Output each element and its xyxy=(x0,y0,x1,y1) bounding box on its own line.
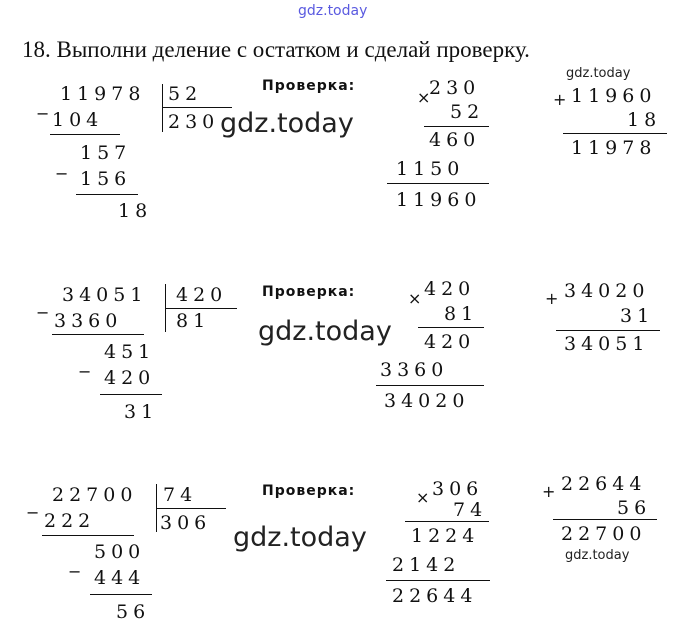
watermark-small: gdz.today xyxy=(565,548,630,563)
mult-partial-1: 1224 xyxy=(411,525,480,547)
mult-line xyxy=(387,183,489,184)
plus-sign: + xyxy=(553,90,567,109)
page-title: 18. Выполни деление с остатком и сделай проверку. xyxy=(22,37,530,62)
mult-partial-2: 3360 xyxy=(380,359,449,381)
add-line xyxy=(556,330,660,331)
watermark: gdz.today xyxy=(233,522,367,553)
mult-partial-2: 2142 xyxy=(392,554,461,576)
minus-sign: − xyxy=(36,104,50,123)
remainder: 31 xyxy=(124,401,159,423)
minus-sign: − xyxy=(36,303,50,322)
add-result: 11978 xyxy=(571,137,657,159)
add-line xyxy=(553,519,657,520)
mult-result: 11960 xyxy=(396,189,482,211)
step-partial: 157 xyxy=(80,142,132,164)
times-sign: × xyxy=(408,289,422,308)
add-result: 34051 xyxy=(564,333,650,355)
times-sign: × xyxy=(416,488,430,507)
watermark-small: gdz.today xyxy=(566,66,631,81)
mult-line xyxy=(386,580,490,581)
mult-factor-a: 420 xyxy=(424,278,476,300)
step-line xyxy=(50,134,120,135)
step-subtrahend: 420 xyxy=(104,367,156,389)
watermark-top: gdz.today xyxy=(298,3,368,19)
mult-factor-b: 81 xyxy=(444,303,479,325)
division-bracket xyxy=(162,84,163,132)
minus-sign: − xyxy=(26,503,40,522)
mult-line xyxy=(424,126,489,127)
step-partial: 451 xyxy=(104,341,156,363)
times-sign: × xyxy=(417,88,431,107)
step-line xyxy=(42,535,134,536)
step-line xyxy=(76,194,138,195)
add-term-b: 18 xyxy=(627,109,662,131)
mult-line xyxy=(418,327,484,328)
quotient: 81 xyxy=(176,310,211,332)
step-subtrahend: 3360 xyxy=(54,310,123,332)
step-subtrahend: 444 xyxy=(94,567,146,589)
mult-partial-1: 460 xyxy=(429,129,481,151)
minus-sign: − xyxy=(78,362,92,381)
mult-factor-a: 230 xyxy=(429,77,481,99)
mult-factor-a: 306 xyxy=(432,478,484,500)
quotient: 306 xyxy=(160,512,212,534)
add-term-a: 34020 xyxy=(564,280,650,302)
divisor: 52 xyxy=(168,83,203,105)
add-term-a: 22644 xyxy=(561,473,647,495)
add-term-b: 56 xyxy=(617,497,652,519)
plus-sign: + xyxy=(545,289,559,308)
check-label: Проверка: xyxy=(262,483,356,499)
add-line xyxy=(563,133,667,134)
step-subtrahend: 222 xyxy=(44,510,96,532)
step-line xyxy=(100,394,162,395)
minus-sign: − xyxy=(68,562,82,581)
mult-result: 34020 xyxy=(384,390,470,412)
dividend: 11978 xyxy=(60,83,146,105)
step-line xyxy=(52,334,144,335)
plus-sign: + xyxy=(542,482,556,501)
dividend: 34051 xyxy=(62,284,148,306)
step-partial: 500 xyxy=(94,541,146,563)
divisor-underline xyxy=(165,308,237,309)
add-result: 22700 xyxy=(561,523,647,545)
mult-partial-2: 1150 xyxy=(396,158,465,180)
divisor: 420 xyxy=(176,284,228,306)
dividend: 22700 xyxy=(52,484,138,506)
check-label: Проверка: xyxy=(262,284,356,300)
watermark: gdz.today xyxy=(220,108,354,139)
mult-partial-1: 420 xyxy=(424,331,476,353)
step-subtrahend: 104 xyxy=(52,109,104,131)
divisor: 74 xyxy=(163,484,198,506)
add-term-a: 11960 xyxy=(571,85,657,107)
mult-factor-b: 52 xyxy=(450,101,485,123)
mult-line xyxy=(405,521,489,522)
check-label: Проверка: xyxy=(262,78,356,94)
mult-line xyxy=(376,385,484,386)
add-term-b: 31 xyxy=(620,305,655,327)
watermark: gdz.today xyxy=(258,316,392,347)
quotient: 230 xyxy=(168,111,220,133)
remainder: 56 xyxy=(116,601,151,623)
minus-sign: − xyxy=(55,164,69,183)
mult-result: 22644 xyxy=(392,585,478,607)
step-line xyxy=(90,594,152,595)
mult-factor-b: 74 xyxy=(453,499,488,521)
remainder: 18 xyxy=(118,200,153,222)
divisor-underline xyxy=(156,508,226,509)
step-subtrahend: 156 xyxy=(80,168,132,190)
